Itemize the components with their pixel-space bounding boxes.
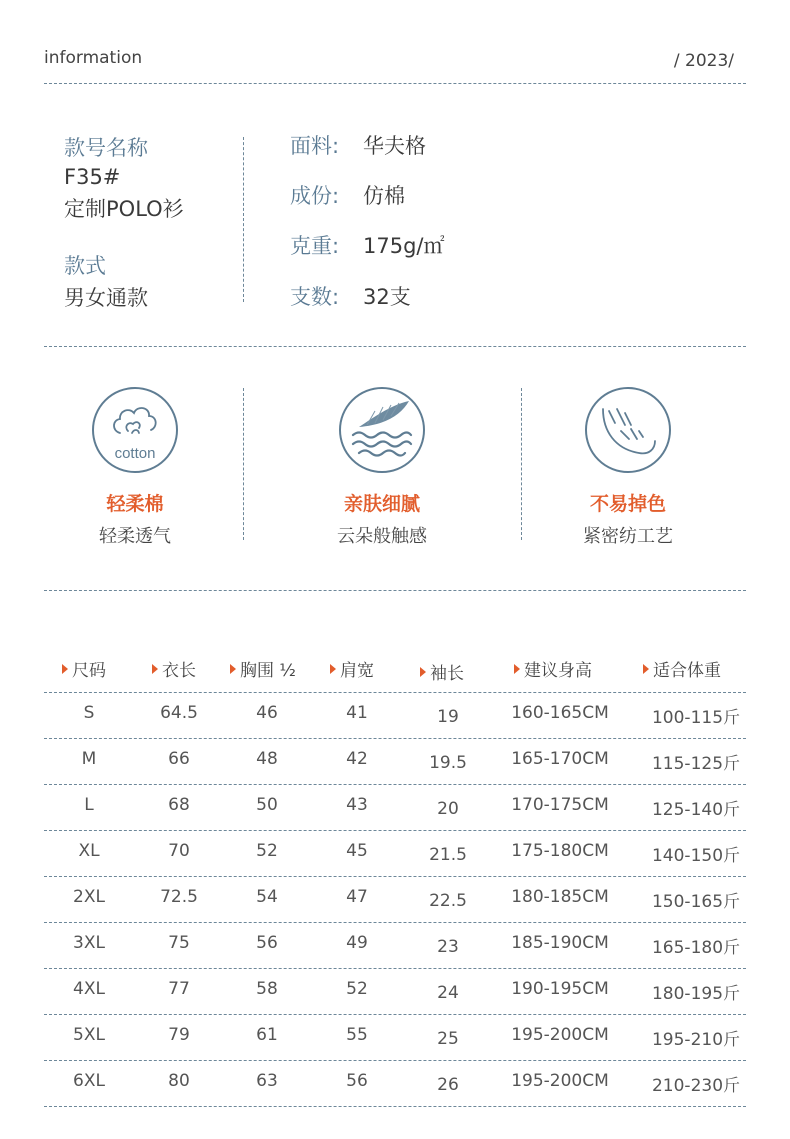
table-divider: [44, 784, 746, 785]
table-cell: 150-165斤: [651, 892, 741, 912]
rain-shield-icon: [585, 387, 671, 473]
table-cell: 54: [256, 887, 278, 907]
table-cell: 6XL: [73, 1071, 105, 1091]
divider: [44, 590, 746, 591]
table-divider: [44, 1106, 746, 1107]
spec-key: 成份:: [290, 184, 340, 208]
table-cell: 77: [168, 979, 190, 999]
feature-subtitle: 云朵般触感: [337, 526, 427, 547]
header-label: 尺码: [72, 661, 106, 681]
table-divider: [44, 876, 746, 877]
table-cell: 195-200CM: [511, 1071, 609, 1091]
feature-colorfast: [528, 387, 728, 548]
spec-value: 仿棉: [363, 184, 405, 208]
table-divider: [44, 830, 746, 831]
feature-subtitle: 紧密纺工艺: [583, 526, 673, 547]
model-code: F35#: [64, 165, 121, 189]
header-label: 袖长: [430, 664, 464, 684]
table-header-weight: [643, 656, 721, 681]
table-cell: 75: [168, 933, 190, 953]
table-cell: 22.5: [429, 891, 467, 911]
table-cell: S: [83, 703, 95, 723]
model-label: 款号名称: [64, 136, 148, 160]
spec-row-fabric: [290, 130, 426, 160]
table-cell: 175-180CM: [511, 841, 609, 861]
table-divider: [44, 692, 746, 693]
table-cell: 185-190CM: [511, 933, 609, 953]
table-cell: 180-185CM: [511, 887, 609, 907]
table-cell: 72.5: [160, 887, 198, 907]
table-header-shoulder: [330, 656, 374, 681]
table-divider: [44, 738, 746, 739]
feature-title: 不易掉色: [589, 493, 666, 515]
header-label: 建议身高: [524, 661, 592, 681]
feature-title: 轻柔棉: [106, 493, 164, 515]
table-header-chest: [230, 656, 296, 681]
spec-key: 面料:: [290, 134, 340, 158]
table-cell: 165-180斤: [651, 938, 741, 958]
table-cell: 70: [168, 841, 190, 861]
table-cell: 79: [168, 1025, 190, 1045]
table-header-sleeve: [420, 659, 464, 684]
header-label: 衣长: [162, 661, 196, 681]
table-cell: L: [84, 795, 94, 815]
table-cell: 5XL: [73, 1025, 105, 1045]
table-cell: 68: [168, 795, 190, 815]
table-divider: [44, 1060, 746, 1061]
model-name: 定制POLO衫: [64, 197, 184, 221]
table-cell: 43: [346, 795, 368, 815]
table-divider: [44, 922, 746, 923]
table-cell: 66: [168, 749, 190, 769]
table-cell: 25: [437, 1029, 459, 1049]
style-label: 款式: [64, 254, 106, 278]
divider: [44, 346, 746, 347]
table-cell: 80: [168, 1071, 190, 1091]
table-cell: 63: [256, 1071, 278, 1091]
table-cell: 42: [346, 749, 368, 769]
table-cell: 19: [437, 707, 459, 727]
feature-wave-icon: [339, 387, 425, 473]
table-cell: 56: [256, 933, 278, 953]
feature-title: 亲肤细腻: [343, 493, 420, 515]
table-cell: 49: [346, 933, 368, 953]
spec-row-composition: [290, 180, 405, 210]
table-cell: 52: [346, 979, 368, 999]
feature-soft-cotton: [35, 387, 235, 548]
table-cell: 165-170CM: [511, 749, 609, 769]
spec-value: 32支: [363, 285, 411, 309]
spec-value: 175g/㎡: [363, 234, 445, 258]
table-cell: 20: [437, 799, 459, 819]
table-cell: 210-230斤: [651, 1076, 741, 1096]
style-value: 男女通款: [64, 286, 148, 310]
table-cell: 61: [256, 1025, 278, 1045]
divider: [44, 83, 746, 84]
table-cell: 58: [256, 979, 278, 999]
table-cell: 140-150斤: [651, 846, 741, 866]
header-label: 肩宽: [340, 661, 374, 681]
table-cell: M: [81, 749, 97, 769]
table-cell: 125-140斤: [651, 800, 741, 820]
header-year: / 2023/: [673, 51, 734, 71]
table-cell: 45: [346, 841, 368, 861]
divider: [243, 137, 244, 302]
spec-row-yarn-count: [290, 281, 411, 311]
table-cell: 3XL: [73, 933, 105, 953]
table-cell: 100-115斤: [651, 708, 741, 728]
table-cell: 2XL: [73, 887, 105, 907]
spec-key: 支数:: [290, 285, 340, 309]
table-cell: 46: [256, 703, 278, 723]
table-header-height: [514, 656, 592, 681]
table-cell: 48: [256, 749, 278, 769]
feature-subtitle: 轻柔透气: [99, 526, 171, 547]
table-cell: 23: [437, 937, 459, 957]
table-divider: [44, 1014, 746, 1015]
header-label: 胸围 ½: [240, 661, 296, 681]
table-cell: 160-165CM: [511, 703, 609, 723]
table-cell: 24: [437, 983, 459, 1003]
table-cell: 180-195斤: [651, 984, 741, 1004]
table-cell: 19.5: [429, 753, 467, 773]
table-cell: 21.5: [429, 845, 467, 865]
table-cell: 26: [437, 1075, 459, 1095]
table-cell: 56: [346, 1071, 368, 1091]
table-cell: 115-125斤: [651, 754, 741, 774]
spec-row-weight: [290, 230, 445, 260]
table-cell: 4XL: [73, 979, 105, 999]
header-info-label: information: [44, 48, 143, 68]
table-cell: 64.5: [160, 703, 198, 723]
table-cell: XL: [78, 841, 100, 861]
table-divider: [44, 968, 746, 969]
spec-value: 华夫格: [363, 134, 426, 158]
table-cell: 190-195CM: [511, 979, 609, 999]
feature-skin-friendly: [282, 387, 482, 548]
table-cell: 195-210斤: [651, 1030, 741, 1050]
table-cell: 55: [346, 1025, 368, 1045]
divider: [243, 388, 244, 540]
divider: [521, 388, 522, 540]
cotton-icon-text: cotton: [114, 445, 156, 462]
table-cell: 170-175CM: [511, 795, 609, 815]
cotton-icon: [92, 387, 178, 473]
table-cell: 41: [346, 703, 368, 723]
spec-key: 克重:: [290, 234, 340, 258]
table-cell: 195-200CM: [511, 1025, 609, 1045]
table-header-length: [152, 656, 196, 681]
table-cell: 52: [256, 841, 278, 861]
table-cell: 47: [346, 887, 368, 907]
table-cell: 50: [256, 795, 278, 815]
header-label: 适合体重: [653, 661, 721, 681]
table-header-size: [62, 656, 106, 681]
